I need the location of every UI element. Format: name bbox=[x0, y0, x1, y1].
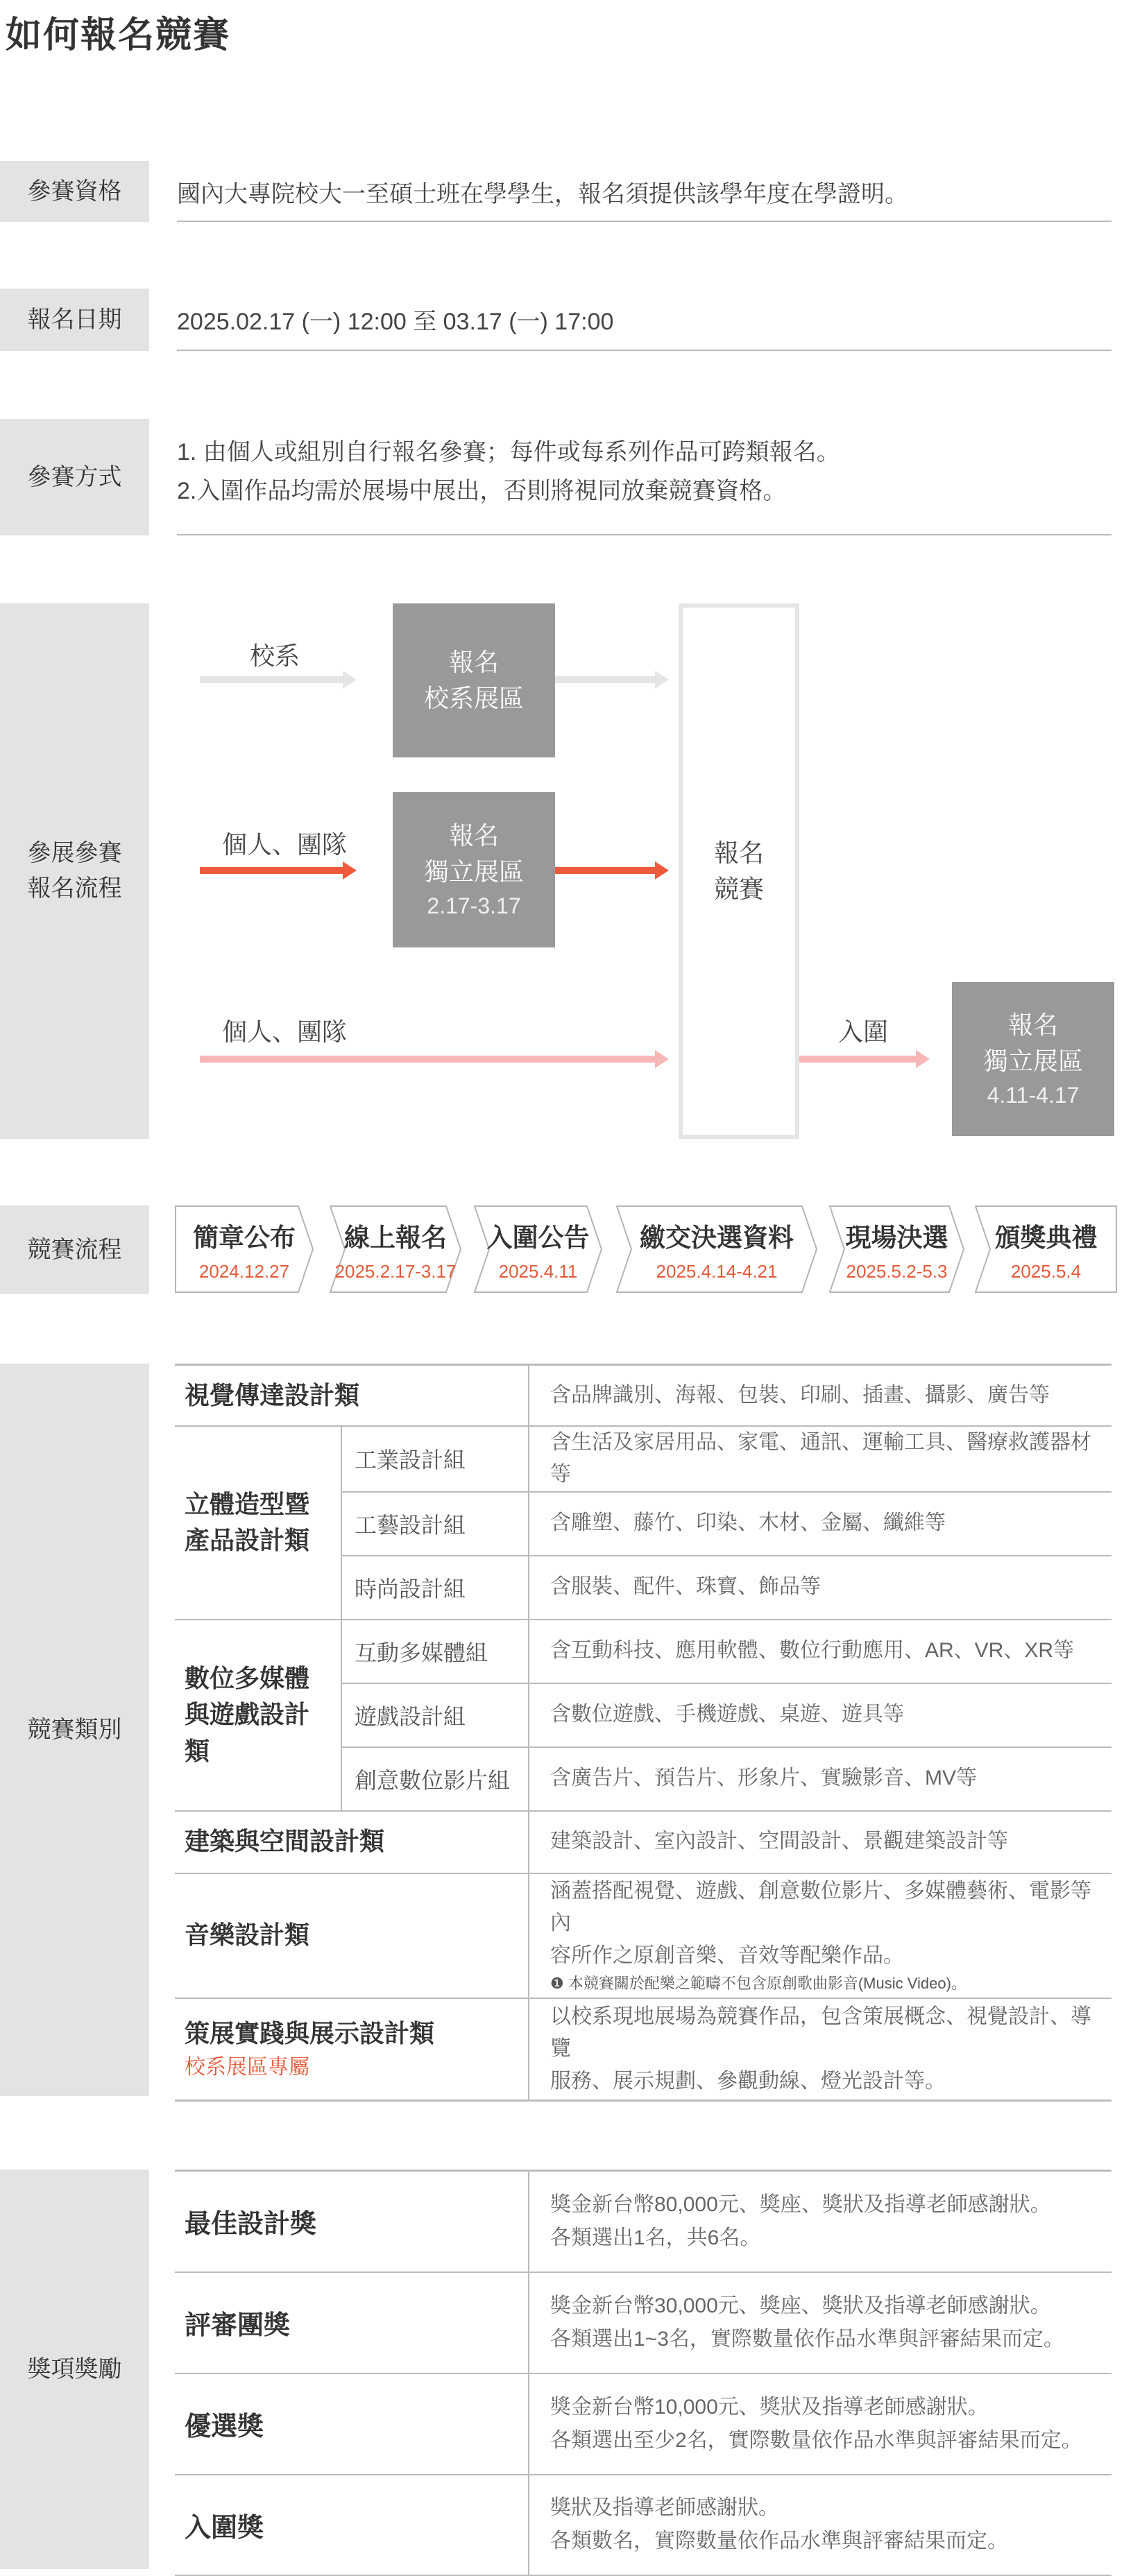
category-visual-desc: 含品牌識別、海報、包裝、印刷、插畫、攝影、廣告等 bbox=[529, 1365, 1112, 1426]
award-finalist-name: 入圍獎 bbox=[175, 2475, 529, 2576]
process-step-title: 頒獎典禮 bbox=[994, 1223, 1098, 1252]
flow-box-competition-reg bbox=[679, 603, 799, 1139]
award-merit-line1: 獎金新台幣10,000元、獎狀及指導老師感謝狀。 bbox=[550, 2395, 989, 2419]
process-step-title: 入圍公告 bbox=[486, 1223, 590, 1252]
category-row-music bbox=[175, 1873, 1112, 1998]
award-jury-line1: 獎金新台幣30,000元、獎座、獎狀及指導老師感謝狀。 bbox=[550, 2294, 1051, 2317]
award-best-line2: 各類選出1名，共6名。 bbox=[550, 2226, 761, 2249]
group-industrial-desc: 含生活及家居用品、家電、通訊、運輸工具、醫療救護器材等 bbox=[529, 1426, 1112, 1492]
group-film-desc: 含廣告片、預告片、形象片、實驗影音、MV等 bbox=[529, 1747, 1112, 1811]
flow-arrow-direct bbox=[200, 1056, 658, 1063]
process-step-date: 2025.4.11 bbox=[498, 1260, 578, 1282]
category-product-name bbox=[175, 1426, 341, 1620]
award-finalist-desc bbox=[529, 2475, 1112, 2576]
method-text bbox=[177, 419, 1112, 535]
flow-arrow-school bbox=[200, 676, 346, 683]
category-architecture-name: 建築與空間設計類 bbox=[175, 1811, 529, 1873]
award-merit-name: 優選獎 bbox=[175, 2373, 529, 2475]
group-fashion-name: 時尚設計組 bbox=[341, 1556, 529, 1620]
group-fashion-desc: 含服裝、配件、珠寶、飾品等 bbox=[529, 1556, 1112, 1620]
flow-box3-line1: 報名 bbox=[713, 838, 764, 867]
category-curation-desc-line1: 以校系現地展場為競賽作品，包含策展概念、視覺設計、導覽 bbox=[550, 2004, 1091, 2060]
categories-label: 競賽類別 bbox=[0, 1364, 149, 2096]
awards-label: 獎項獎勵 bbox=[0, 2170, 149, 2569]
page-title: 如何報名競賽 bbox=[6, 15, 231, 55]
flow-box-independent-exhibit bbox=[952, 982, 1114, 1136]
flow-label-line-1: 參展參賽 bbox=[27, 840, 122, 866]
method-line-2: 2.入圍作品均需於展場中展出，否則將視同放棄競賽資格。 bbox=[177, 478, 787, 505]
award-best-desc bbox=[529, 2171, 1112, 2272]
award-row bbox=[175, 2475, 1112, 2576]
process-step-date: 2025.4.14-4.21 bbox=[656, 1260, 778, 1282]
award-row bbox=[175, 2171, 1112, 2272]
award-row bbox=[175, 2373, 1112, 2475]
category-music-desc-line2: 容所作之原創音樂、音效等配樂作品。 bbox=[550, 1943, 904, 1967]
flow-label bbox=[0, 603, 149, 1139]
category-row-curation bbox=[175, 1998, 1112, 2101]
flow-arrow-school-to-comp bbox=[555, 676, 658, 683]
flow-box2-line1: 報名 bbox=[448, 821, 499, 850]
process-step-title: 繳交決選資料 bbox=[640, 1223, 794, 1252]
flow-box1-line2: 校系展區 bbox=[423, 684, 524, 712]
flow-row1-label: 校系 bbox=[250, 642, 300, 670]
eligibility-text: 國內大專院校大一至碩士班在學學生，報名須提供該學年度在學證明。 bbox=[177, 161, 1112, 222]
process-step bbox=[829, 1205, 964, 1293]
process-step-title: 線上報名 bbox=[344, 1223, 447, 1252]
flow-label-line-2: 報名流程 bbox=[27, 875, 122, 902]
group-film-name: 創意數位影片組 bbox=[341, 1747, 529, 1811]
method-label: 參賽方式 bbox=[0, 419, 149, 535]
group-interactive-name: 互動多媒體組 bbox=[341, 1620, 529, 1683]
category-digital-name-line2: 與遊戲設計類 bbox=[185, 1700, 310, 1765]
reg-date-label: 報名日期 bbox=[0, 289, 149, 351]
group-craft-desc: 含雕塑、藤竹、印染、木材、金屬、纖維等 bbox=[529, 1492, 1112, 1556]
flow-row2-label: 個人、團隊 bbox=[222, 830, 348, 859]
flow-box1-line1: 報名 bbox=[448, 647, 499, 676]
category-curation-desc bbox=[529, 1998, 1112, 2101]
category-curation-title: 策展實踐與展示設計類 bbox=[185, 2019, 435, 2048]
process-step-date: 2025.2.17-3.17 bbox=[334, 1260, 457, 1282]
category-architecture-desc: 建築設計、室內設計、空間設計、景觀建築設計等 bbox=[529, 1811, 1112, 1873]
group-game-desc: 含數位遊戲、手機遊戲、桌遊、遊具等 bbox=[529, 1683, 1112, 1747]
award-finalist-line2: 各類數名，實際數量依作品水準與評審結果而定。 bbox=[550, 2530, 1008, 2553]
award-jury-name: 評審團獎 bbox=[175, 2272, 529, 2373]
process-step-title: 簡章公布 bbox=[193, 1223, 296, 1252]
award-best-line1: 獎金新台幣80,000元、獎座、獎狀及指導老師感謝狀。 bbox=[550, 2192, 1051, 2216]
flow-box2-line2: 獨立展區 bbox=[423, 857, 524, 886]
categories-table bbox=[175, 1364, 1112, 2102]
flow-row3-label: 個人、團隊 bbox=[222, 1017, 348, 1046]
award-jury-line2: 各類選出1~3名，實際數量依作品水準與評審結果而定。 bbox=[550, 2327, 1064, 2351]
flow-box3-line2: 競賽 bbox=[713, 875, 764, 903]
process-step bbox=[975, 1205, 1117, 1293]
award-merit-desc bbox=[529, 2373, 1112, 2475]
process-step-title: 現場決選 bbox=[845, 1223, 948, 1252]
process-label: 競賽流程 bbox=[0, 1205, 149, 1294]
flow-arrow-individual-to-comp bbox=[555, 867, 658, 874]
category-row-architecture bbox=[175, 1811, 1112, 1873]
flow-box4-line2: 獨立展區 bbox=[982, 1046, 1083, 1075]
method-line-1: 1. 由個人或組別自行報名參賽；每件或每系列作品可跨類報名。 bbox=[177, 439, 840, 465]
award-row bbox=[175, 2272, 1112, 2373]
group-industrial-name: 工業設計組 bbox=[341, 1426, 529, 1492]
flow-box-school-reg bbox=[393, 603, 555, 757]
group-interactive-desc: 含互動科技、應用軟體、數位行動應用、AR、VR、XR等 bbox=[529, 1620, 1112, 1683]
category-curation-desc-line2: 服務、展示規劃、參觀動線、燈光設計等。 bbox=[550, 2069, 946, 2093]
flow-arrow-shortlist bbox=[799, 1056, 919, 1063]
category-row-industrial bbox=[175, 1426, 1112, 1492]
eligibility-label: 參賽資格 bbox=[0, 161, 149, 222]
process-step bbox=[330, 1205, 461, 1293]
process-step-date: 2025.5.4 bbox=[1010, 1260, 1082, 1282]
flow-box2-date: 2.17-3.17 bbox=[427, 893, 521, 918]
flow-box4-date: 4.11-4.17 bbox=[987, 1082, 1080, 1108]
award-best-name: 最佳設計獎 bbox=[175, 2171, 529, 2272]
category-product-name-line1: 立體造型暨 bbox=[185, 1489, 310, 1518]
category-music-desc bbox=[529, 1873, 1112, 1998]
category-digital-name bbox=[175, 1620, 341, 1811]
process-step-date: 2024.12.27 bbox=[198, 1260, 290, 1282]
flow-arrow-individual bbox=[200, 867, 346, 874]
group-craft-name: 工藝設計組 bbox=[341, 1492, 529, 1556]
process-step bbox=[616, 1205, 817, 1293]
process-step-date: 2025.5.2-5.3 bbox=[846, 1260, 948, 1282]
flow-shortlist-label: 入圍 bbox=[838, 1017, 889, 1046]
category-digital-name-line1: 數位多媒體 bbox=[185, 1664, 310, 1693]
awards-table bbox=[175, 2170, 1112, 2576]
category-music-desc-line1: 涵蓋搭配視覺、遊戲、創意數位影片、多媒體藝術、電影等內 bbox=[550, 1879, 1091, 1935]
flow-box-independent-reg bbox=[393, 792, 555, 947]
process-step bbox=[474, 1205, 602, 1293]
category-row-interactive bbox=[175, 1620, 1112, 1683]
category-curation-sub: 校系展區專屬 bbox=[185, 2055, 309, 2079]
reg-date-text: 2025.02.17 (一) 12:00 至 03.17 (一) 17:00 bbox=[177, 289, 1112, 351]
category-product-name-line2: 產品設計類 bbox=[185, 1526, 310, 1554]
award-finalist-line1: 獎狀及指導老師感謝狀。 bbox=[550, 2496, 779, 2520]
category-visual-name: 視覺傳達設計類 bbox=[175, 1365, 529, 1426]
category-curation-name bbox=[175, 1998, 529, 2101]
category-row-visual bbox=[175, 1365, 1112, 1426]
award-merit-line2: 各類選出至少2名，實際數量依作品水準與評審結果而定。 bbox=[550, 2428, 1082, 2452]
flow-box4-line1: 報名 bbox=[1007, 1010, 1058, 1039]
award-jury-desc bbox=[529, 2272, 1112, 2373]
process-step bbox=[175, 1205, 314, 1293]
category-music-name: 音樂設計類 bbox=[175, 1873, 529, 1998]
group-game-name: 遊戲設計組 bbox=[341, 1683, 529, 1747]
category-music-note: ❶ 本競賽關於配樂之範疇不包含原創歌曲影音(Music Video)。 bbox=[550, 1975, 967, 1993]
